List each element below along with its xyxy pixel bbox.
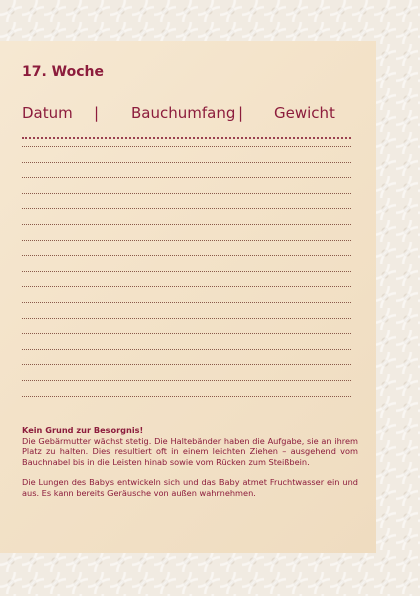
entry-line xyxy=(22,146,351,147)
info-paragraph: Die Gebärmutter wächst stetig. Die Haltebänder haben die Aufgabe, sie an ihrem Platz zu halten. Dies resultiert oft in einem leichten Ziehen – ausgehend vom Bauchnabel bis in die Leisten hinab sowie vom Rücken zum Steißbein. xyxy=(22,435,358,467)
entry-line xyxy=(22,255,351,256)
info-section xyxy=(22,425,358,499)
column-separator: | xyxy=(238,104,244,122)
entry-line xyxy=(22,193,351,194)
entry-line xyxy=(22,162,351,163)
entry-line xyxy=(22,177,351,178)
column-header-row xyxy=(22,104,352,124)
entry-line xyxy=(22,396,351,397)
entry-line xyxy=(22,318,351,319)
entry-line xyxy=(22,380,351,381)
entry-line xyxy=(22,208,351,209)
column-separator: | xyxy=(94,104,100,122)
entry-line xyxy=(22,333,351,334)
entry-line xyxy=(22,271,351,272)
column-header-gewicht: Gewicht xyxy=(274,104,335,122)
entry-line xyxy=(22,349,351,350)
entry-line xyxy=(22,224,351,225)
header-divider xyxy=(22,137,351,139)
entry-line xyxy=(22,240,351,241)
column-header-datum: Datum xyxy=(22,104,73,122)
entry-line xyxy=(22,302,351,303)
info-paragraph: Die Lungen des Babys entwickeln sich und das Baby atmet Fruchtwasser ein und aus. Es kann bereits Geräusche von außen wahrnehmen. xyxy=(22,477,358,498)
page-title: 17. Woche xyxy=(22,64,104,80)
info-heading: Kein Grund zur Besorgnis! xyxy=(22,425,144,435)
entry-line xyxy=(22,286,351,287)
column-header-bauchumfang: Bauchumfang xyxy=(131,104,236,122)
entry-line xyxy=(22,364,351,365)
